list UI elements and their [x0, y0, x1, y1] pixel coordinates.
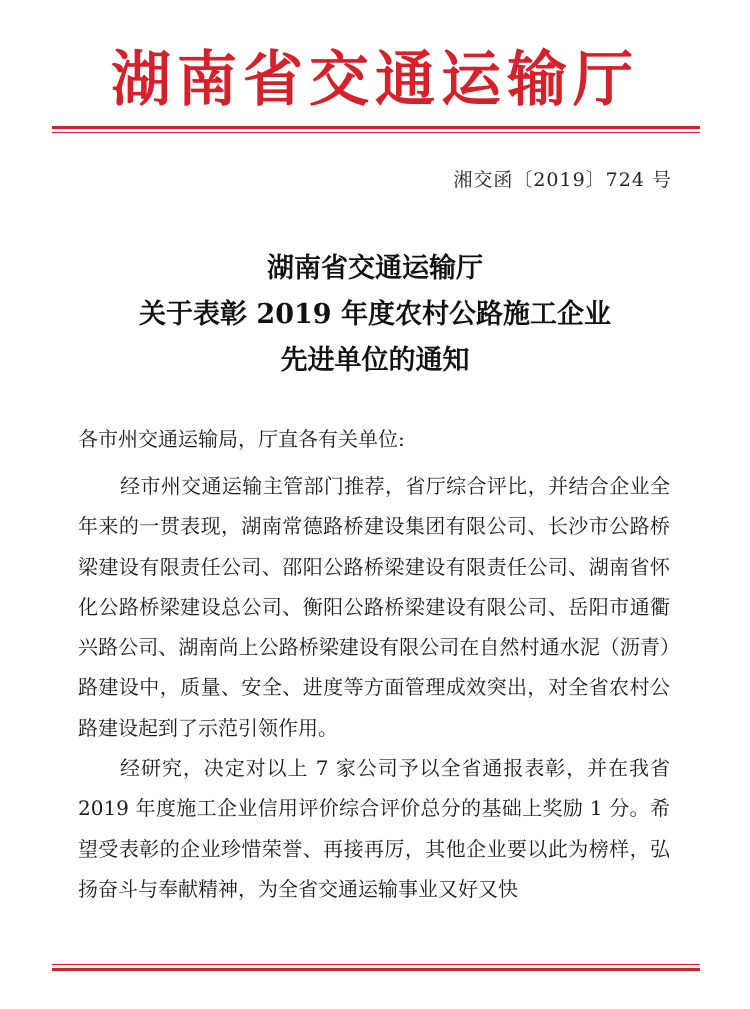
salutation: 各市州交通运输局，厅直各有关单位: [78, 427, 405, 451]
body-paragraph: 经研究，决定对以上 7 家公司予以全省通报表彰，并在我省 2019 年度施工企业信用评价综合评价总分的基础上奖励 1 分。希望受表彰的企业珍惜荣誉、再接再厉，其他企业要以此为榜样，弘扬奋斗与奉献精神，为全省交通运输事业又好又快 [78, 756, 670, 901]
document-body [78, 466, 670, 909]
document-number: 湘交函〔2019〕724 号 [453, 169, 672, 191]
masthead-red-rule [52, 126, 700, 129]
body-paragraph: 经市州交通运输主管部门推荐，省厅综合评比，并结合企业全年来的一贯表现，湖南常德路桥建设集团有限公司、长沙市公路桥梁建设有限责任公司、邵阳公路桥梁建设有限责任公司、湖南省怀化公路桥梁建设总公司、衡阳公路桥梁建设有限公司、岳阳市通衢兴路公司、湖南尚上公路桥梁建设有限公司在自然村通水泥（沥青）路建设中，质量、安全、进度等方面管理成效突出，对全省农村公路建设起到了示范引领作用。 [78, 474, 670, 740]
footer-red-rule [52, 968, 700, 971]
masthead-red-rule-thin [52, 132, 700, 133]
title-line-subject: 关于表彰 2019 年度农村公路施工企业 [139, 299, 611, 330]
masthead-title: 湖南省交通运输厅 [111, 45, 639, 115]
footer-red-rule-thin [52, 964, 700, 965]
title-line-issuer: 湖南省交通运输厅 [267, 253, 483, 284]
document-title [0, 246, 750, 384]
title-line-notice: 先进单位的通知 [280, 345, 470, 376]
